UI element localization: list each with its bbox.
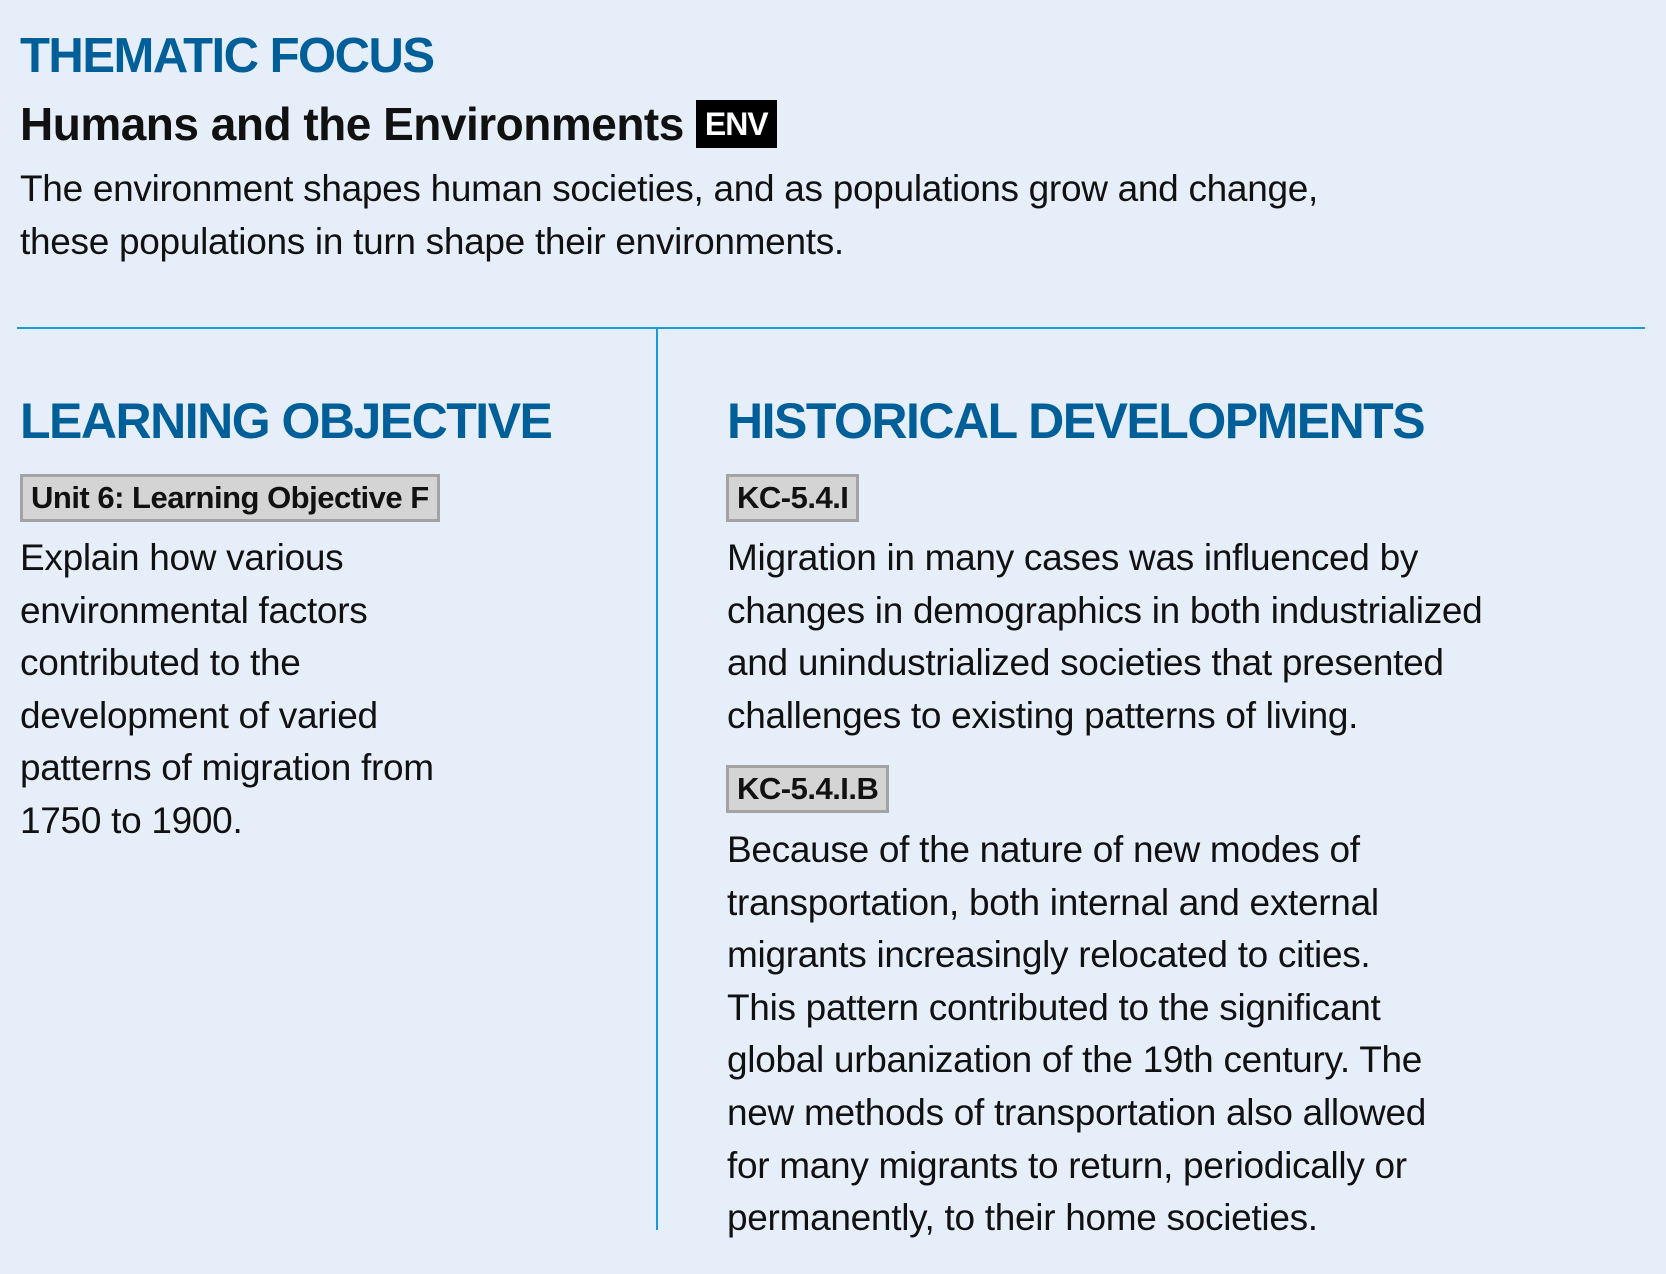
text-line: migrants increasingly relocated to cities.	[727, 934, 1371, 976]
text-line: This pattern contributed to the significant	[727, 986, 1381, 1028]
thematic-focus-label: THEMATIC FOCUS	[20, 29, 434, 83]
text-line: development of varied	[20, 694, 378, 736]
text-line: challenges to existing patterns of living.	[727, 694, 1359, 736]
text-line: environmental factors	[20, 589, 368, 631]
learning-objective-badge: Unit 6: Learning Objective F	[20, 474, 440, 522]
text-line: changes in demographics in both industrialized	[727, 589, 1483, 631]
kc-text	[727, 824, 1426, 1245]
text-line: Migration in many cases was influenced by	[727, 537, 1419, 578]
kc-badge: KC-5.4.I.B	[726, 765, 889, 813]
historical-developments-heading: HISTORICAL DEVELOPMENTS	[727, 393, 1425, 449]
text-line: permanently, to their home societies.	[727, 1197, 1318, 1239]
theme-description	[20, 163, 1318, 268]
text-line: contributed to the	[20, 642, 301, 684]
theme-title-text: Humans and the Environments	[20, 98, 684, 150]
text-line: transportation, both internal and external	[727, 881, 1379, 923]
text-line: global urbanization of the 19th century. The	[727, 1039, 1423, 1081]
vertical-divider	[656, 329, 658, 1230]
kc-text	[727, 532, 1482, 742]
text-line: Explain how various	[20, 537, 344, 578]
text-line: 1750 to 1900.	[20, 799, 243, 841]
horizontal-divider	[17, 327, 1645, 329]
text-line: Because of the nature of new modes of	[727, 829, 1360, 870]
learning-objective-heading: LEARNING OBJECTIVE	[20, 393, 552, 449]
theme-title	[20, 97, 777, 151]
text-line: for many migrants to return, periodically or	[727, 1144, 1407, 1186]
kc-badge: KC-5.4.I	[726, 474, 859, 522]
text-line: new methods of transportation also allowed	[727, 1091, 1427, 1133]
learning-objective-text	[20, 532, 434, 848]
description-line: these populations in turn shape their environments.	[20, 220, 844, 262]
text-line: and unindustrialized societies that presented	[727, 642, 1444, 684]
description-line: The environment shapes human societies, and as populations grow and change,	[20, 168, 1319, 209]
env-tag-badge: ENV	[696, 100, 777, 148]
text-line: patterns of migration from	[20, 747, 434, 789]
